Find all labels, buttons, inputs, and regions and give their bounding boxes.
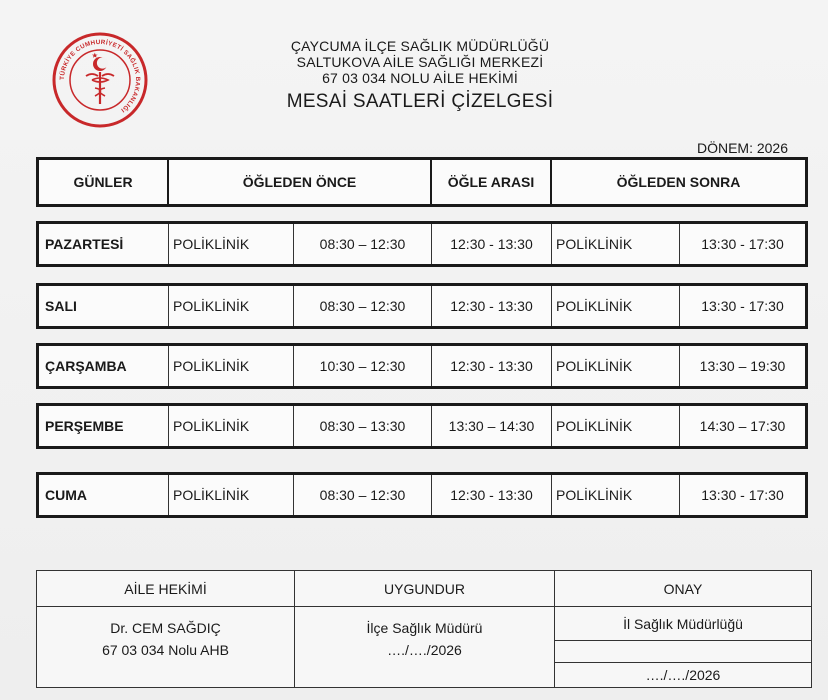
morning-service: POLİKLİNİK	[169, 346, 294, 386]
schedule-header-row	[36, 157, 808, 207]
day-name: PERŞEMBE	[39, 406, 169, 446]
approval-column	[295, 571, 555, 687]
morning-hours: 08:30 – 12:30	[294, 224, 432, 264]
health-center-name: SALTUKOVA AİLE SAĞLIĞI MERKEZİ	[296, 54, 544, 70]
header-morning: ÖĞLEDEN ÖNCE	[169, 160, 432, 204]
morning-hours: 10:30 – 12:30	[294, 346, 432, 386]
morning-hours: 08:30 – 13:30	[294, 406, 432, 446]
day-name: SALI	[39, 286, 169, 326]
afternoon-service: POLİKLİNİK	[552, 475, 680, 515]
morning-service: POLİKLİNİK	[169, 286, 294, 326]
signature-blank	[555, 641, 811, 663]
morning-hours: 08:30 – 12:30	[294, 286, 432, 326]
day-name: ÇARŞAMBA	[39, 346, 169, 386]
lunch-hours: 12:30 - 13:30	[432, 224, 552, 264]
morning-service: POLİKLİNİK	[169, 406, 294, 446]
district-approval-date: …./…./2026	[387, 642, 462, 658]
day-name: PAZARTESİ	[39, 224, 169, 264]
header-lunch: ÖĞLE ARASI	[432, 160, 552, 204]
document-header	[200, 38, 640, 113]
afternoon-hours: 13:30 - 17:30	[701, 298, 784, 314]
afternoon-service: POLİKLİNİK	[552, 346, 680, 386]
family-physician-unit: 67 03 034 NOLU AİLE HEKİMİ	[322, 70, 518, 86]
afternoon-hours: 13:30 - 17:30	[701, 236, 784, 252]
confirmation-column	[555, 571, 811, 687]
family-physician-header: AİLE HEKİMİ	[37, 571, 294, 607]
lunch-hours: 12:30 - 13:30	[432, 475, 552, 515]
provincial-approval-date: …./…./2026	[645, 667, 721, 683]
morning-hours: 08:30 – 12:30	[294, 475, 432, 515]
signature-table	[36, 570, 812, 688]
schedule-row-monday	[36, 221, 808, 267]
day-name: CUMA	[39, 475, 169, 515]
header-days: GÜNLER	[39, 160, 169, 204]
schedule-row-tuesday	[36, 283, 808, 329]
afternoon-hours: 14:30 – 17:30	[699, 418, 786, 434]
morning-service: POLİKLİNİK	[169, 224, 294, 264]
afternoon-hours: 13:30 - 17:30	[701, 487, 784, 503]
header-afternoon: ÖĞLEDEN SONRA	[616, 174, 741, 190]
physician-name: Dr. CEM SAĞDIÇ	[110, 620, 221, 636]
schedule-row-thursday	[36, 403, 808, 449]
lunch-hours: 12:30 - 13:30	[432, 346, 552, 386]
period-label: DÖNEM: 2026	[696, 140, 788, 156]
approval-header: UYGUNDUR	[295, 571, 554, 607]
afternoon-hours: 13:30 – 19:30	[699, 358, 786, 374]
physician-unit: 67 03 034 Nolu AHB	[102, 642, 229, 658]
lunch-hours: 13:30 – 14:30	[432, 406, 552, 446]
schedule-row-wednesday	[36, 343, 808, 389]
confirmation-header: ONAY	[555, 571, 811, 607]
district-director-title: İlçe Sağlık Müdürü	[366, 620, 483, 636]
district-directorate: ÇAYCUMA İLÇE SAĞLIK MÜDÜRLÜĞÜ	[290, 38, 550, 54]
provincial-directorate-title: İl Sağlık Müdürlüğü	[555, 607, 811, 641]
morning-service: POLİKLİNİK	[169, 475, 294, 515]
afternoon-service: POLİKLİNİK	[552, 406, 680, 446]
seal-ring-text: TÜRKİYE CUMHURİYETİ SAĞLIK BAKANLIĞI	[58, 38, 142, 114]
afternoon-service: POLİKLİNİK	[552, 224, 680, 264]
lunch-hours: 12:30 - 13:30	[432, 286, 552, 326]
health-ministry-seal-icon	[40, 30, 160, 130]
afternoon-service: POLİKLİNİK	[552, 286, 680, 326]
document-title: MESAİ SAATLERİ ÇİZELGESİ	[286, 91, 554, 112]
schedule-row-friday	[36, 472, 808, 518]
family-physician-column	[37, 571, 295, 687]
